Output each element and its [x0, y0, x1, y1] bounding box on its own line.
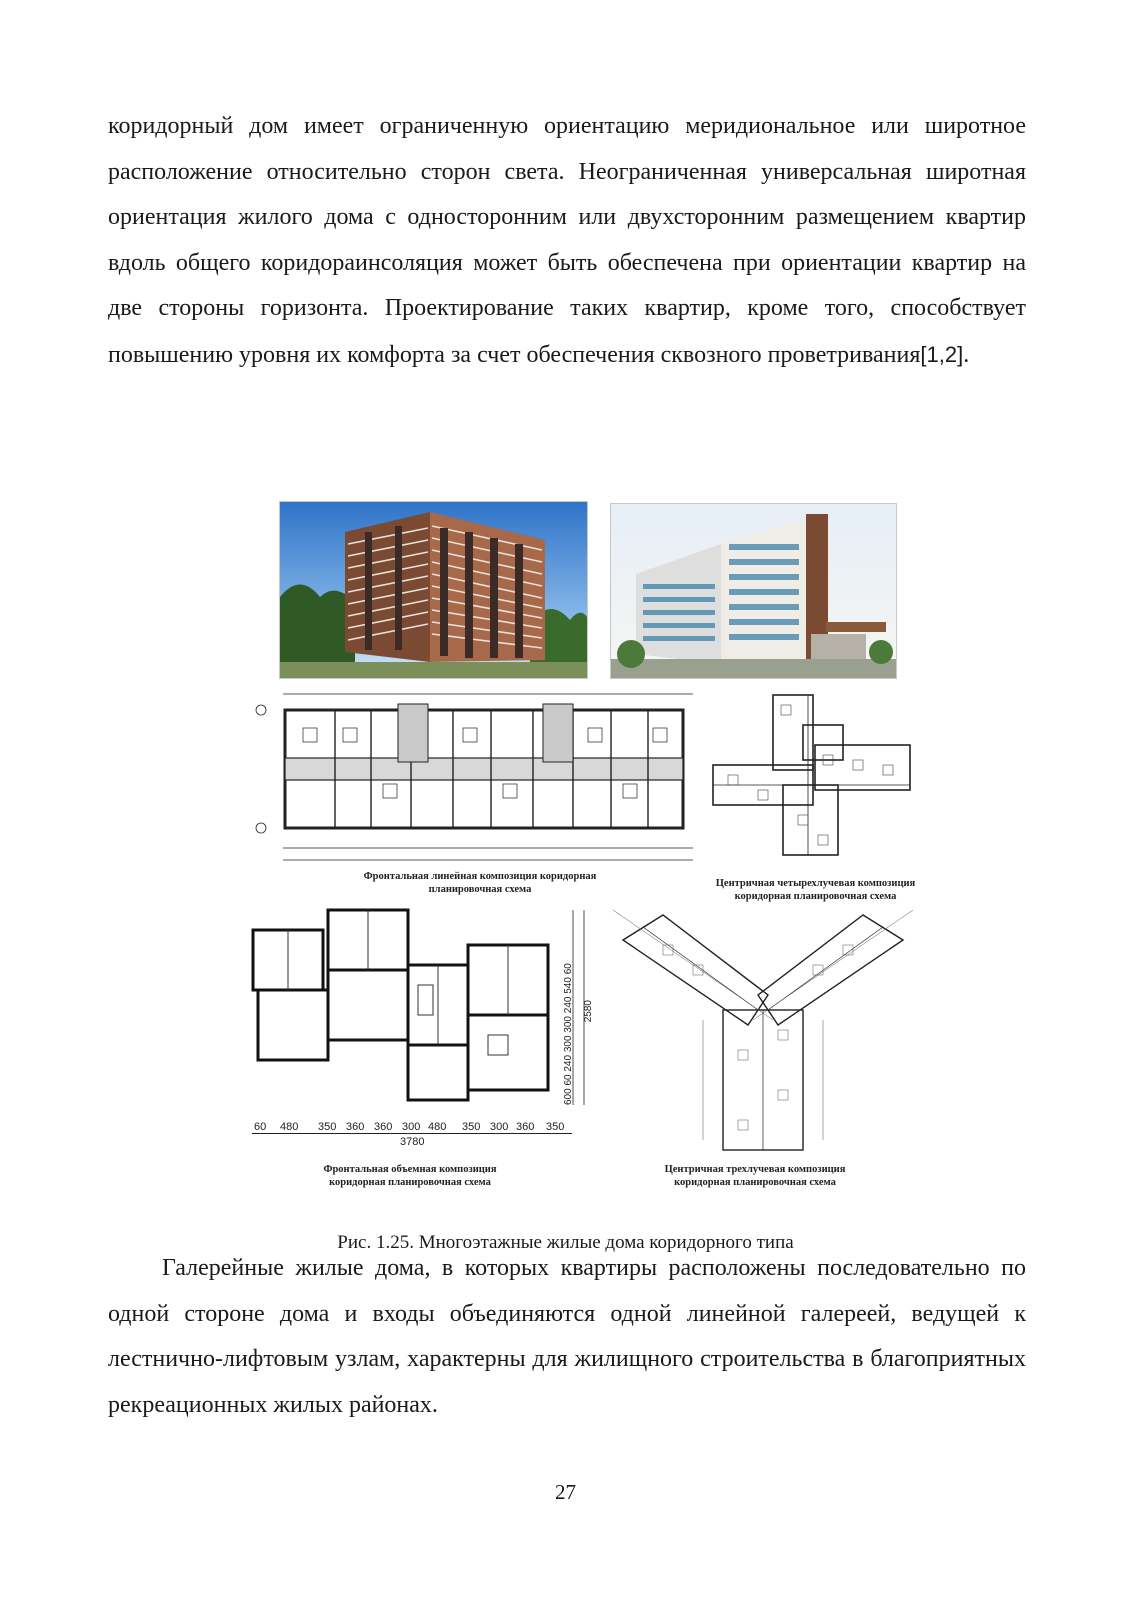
citation: [1,2]	[920, 341, 964, 367]
dim-label: 360	[374, 1121, 393, 1133]
dim-label: 360	[346, 1121, 365, 1133]
caption-three-ray-plan	[640, 1163, 870, 1189]
dim-label: 300	[402, 1121, 421, 1133]
plan-three-ray	[603, 900, 923, 1158]
page-number: 27	[555, 1480, 576, 1504]
vdim-label: 300	[563, 1016, 574, 1033]
vdim-label: 540	[563, 977, 574, 994]
dim-label: 480	[280, 1121, 299, 1133]
plan-four-ray	[703, 685, 923, 870]
vdim-label: 600	[563, 1088, 574, 1105]
dim-label: 480	[428, 1121, 447, 1133]
caption-linear-line-1: Фронтальная линейная композиция коридорная	[363, 871, 597, 882]
figure-caption: Рис. 1.25. Многоэтажные жилые дома коридорного типа	[337, 1232, 794, 1253]
paragraph-1	[108, 104, 1026, 378]
dimension-vertical-total	[583, 1000, 594, 1022]
caption-four-ray-line-2: коридорная планировочная схема	[734, 891, 897, 902]
caption-linear-line-2: планировочная схема	[428, 884, 532, 895]
vdim-label: 240	[563, 996, 574, 1014]
brown-tower-image	[280, 502, 587, 678]
paragraph-1-text: коридорный дом имеет ограниченную ориентацию меридиональное или широтное расположение относительно сторон света. Неограниченная универсальная широтная ориентация жилого дома с односторонним или двухсторонним размещением квартир вдоль общего коридораинсоляция может быть обеспечена при ориентации квартир на две стороны горизонта. Проектирование таких квартир, кроме того, способствует повышению уровня их комфорта за счет обеспечения сквозного проветривания	[108, 113, 1026, 368]
caption-volumetric-line-1: Фронтальная объемная композиция	[323, 1164, 497, 1175]
vdim-label: 240	[563, 1054, 574, 1072]
volumetric-plan-drawing	[248, 905, 593, 1110]
dim-label: 300	[490, 1121, 509, 1133]
vdim-label: 60	[563, 963, 574, 975]
paragraph-2: Галерейные жилые дома, в которых квартиры расположены последовательно по одной стороне дома и входы объединяются одной линейной галереей, ведущей к лестнично-лифтовым узлам, характерны для жилищного строительства в благоприятных рекреационных жилых районах.	[108, 1255, 1026, 1418]
dim-total-label: 3780	[400, 1136, 425, 1148]
caption-linear-plan	[330, 870, 630, 896]
plan-volumetric	[248, 905, 593, 1110]
plan-linear	[243, 688, 701, 870]
dim-label: 350	[546, 1121, 565, 1133]
linear-plan-drawing	[243, 688, 701, 870]
four-ray-plan-drawing	[703, 685, 923, 870]
three-ray-plan-drawing	[603, 900, 923, 1158]
caption-four-ray-line-1: Центричная четырехлучевая композиция	[715, 878, 916, 889]
vdim-total-label: 2580	[583, 1000, 594, 1023]
vdim-label: 60	[563, 1074, 574, 1086]
dim-label: 360	[516, 1121, 535, 1133]
photo-white-building	[610, 503, 897, 679]
dimension-line-horizontal	[252, 1121, 572, 1160]
paragraph-1-end: .	[963, 341, 970, 368]
white-building-image	[611, 504, 896, 678]
caption-three-ray-line-1: Центричная трехлучевая композиция	[664, 1164, 846, 1175]
dim-label: 350	[462, 1121, 481, 1133]
caption-volumetric-plan	[290, 1163, 530, 1189]
dimension-line-vertical	[563, 935, 583, 1105]
vdim-label: 300	[563, 1035, 574, 1053]
caption-volumetric-line-2: коридорная планировочная схема	[329, 1177, 491, 1188]
photo-brown-tower	[279, 501, 588, 679]
dim-label: 350	[318, 1121, 337, 1133]
dim-label: 60	[254, 1121, 267, 1133]
caption-three-ray-line-2: коридорная планировочная схема	[674, 1177, 836, 1188]
